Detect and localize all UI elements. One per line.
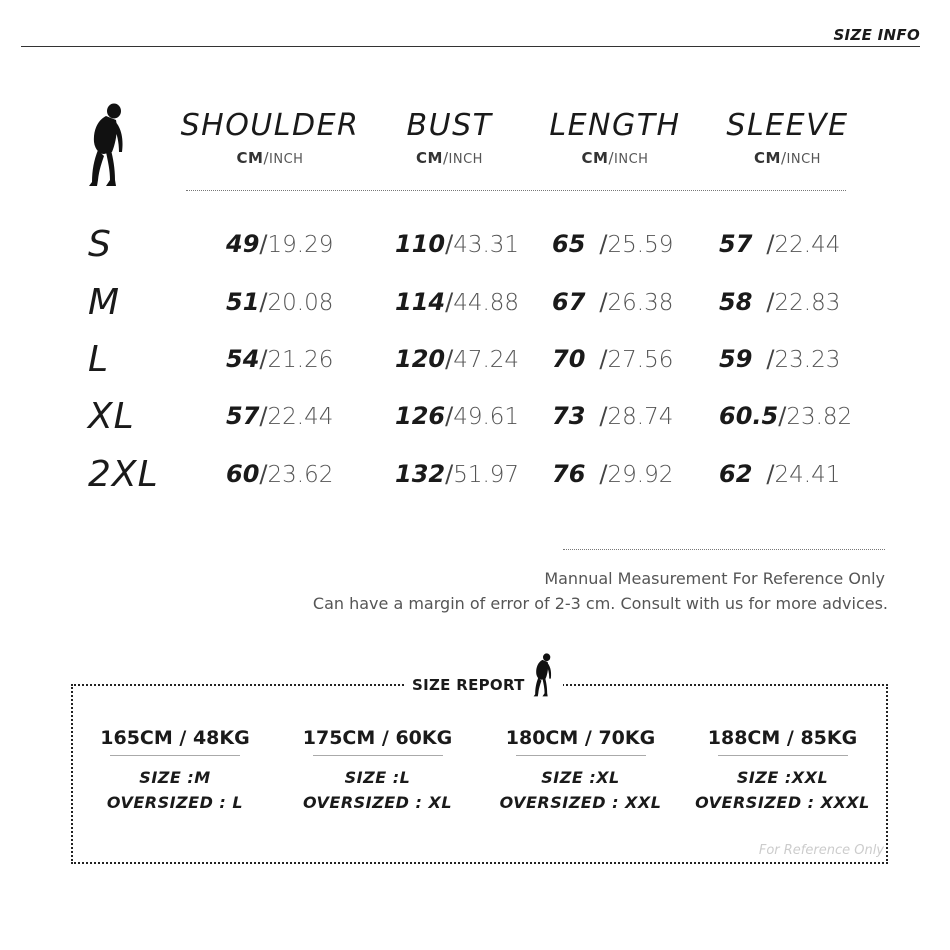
measurement-separator: / (766, 288, 775, 316)
column-title: BUST (406, 108, 493, 143)
measurement-cm: 67 (552, 288, 586, 316)
measurement-inch: 23.62 (267, 462, 334, 488)
size-label: L (88, 339, 110, 380)
measurement-cm: 49 (226, 230, 260, 258)
profile-height-weight: 180CM / 70KG (505, 727, 656, 749)
size-label: M (88, 282, 121, 323)
measurement-inch: 25.59 (607, 232, 674, 258)
measurement-cm: 57 (719, 230, 753, 258)
measurement-cell (552, 402, 673, 430)
measurement-separator: / (445, 230, 454, 258)
measurement-cm: 76 (552, 460, 586, 488)
measurement-separator: / (599, 460, 608, 488)
walking-ape-silhouette-icon (84, 102, 130, 188)
measurement-cm: 60 (226, 460, 260, 488)
measurement-cm: 54 (226, 345, 260, 373)
measurement-inch: 24.41 (774, 462, 841, 488)
column-header-shoulder (180, 108, 360, 167)
profile-oversized: OVERSIZED : XL (302, 793, 453, 812)
profile-card (690, 727, 875, 812)
measurement-inch: 21.26 (267, 347, 334, 373)
measurement-cell (552, 230, 673, 258)
measurement-separator: / (259, 460, 268, 488)
profile-divider (718, 755, 848, 756)
size-report-title: SIZE REPORT (412, 676, 525, 694)
profile-size: SIZE :XXL (736, 768, 829, 787)
measurement-separator: / (259, 288, 268, 316)
column-title: SHOULDER (180, 108, 360, 143)
measurement-inch: 26.38 (607, 290, 674, 316)
measurement-cm: 51 (226, 288, 260, 316)
measurement-cell (719, 460, 840, 488)
measurement-inch: 49.61 (453, 404, 520, 430)
profile-oversized: OVERSIZED : XXXL (695, 793, 870, 812)
profile-height-weight: 175CM / 60KG (302, 727, 453, 749)
size-report-heading (404, 672, 563, 698)
measurement-cell (552, 345, 673, 373)
profile-height-weight: 165CM / 48KG (100, 727, 250, 749)
measurement-cell (719, 230, 840, 258)
measurement-inch: 22.44 (774, 232, 841, 258)
measurement-separator: / (445, 460, 454, 488)
size-info-title: SIZE INFO (833, 26, 920, 44)
measurement-inch: 28.74 (607, 404, 674, 430)
measurement-separator: / (778, 402, 787, 430)
measurement-separator: / (259, 230, 268, 258)
measurement-cell (552, 460, 673, 488)
measurement-inch: 19.29 (267, 232, 334, 258)
profile-divider (516, 755, 646, 756)
measurement-inch: 22.83 (774, 290, 841, 316)
measurement-inch: 51.97 (453, 462, 520, 488)
measurement-cm: 126 (395, 402, 446, 430)
measurement-cell (395, 288, 519, 316)
profile-card (493, 727, 668, 812)
walking-ape-silhouette-icon (531, 672, 555, 698)
reference-only-footnote: For Reference Only (758, 843, 884, 858)
measurement-cell (395, 345, 519, 373)
size-label: XL (88, 396, 135, 437)
measurement-cm: 59 (719, 345, 753, 373)
column-unit: CM/INCH (581, 149, 649, 167)
profile-size: SIZE :L (344, 768, 411, 787)
profile-size: SIZE :XL (541, 768, 620, 787)
measurement-separator: / (599, 345, 608, 373)
measurement-separator: / (766, 460, 775, 488)
notes-dotted-divider (563, 549, 885, 550)
measurement-cell (395, 230, 519, 258)
header-dotted-divider (186, 190, 846, 191)
measurement-separator: / (766, 345, 775, 373)
measurement-cm: 114 (395, 288, 446, 316)
measurement-cm: 58 (719, 288, 753, 316)
measurement-cell (226, 402, 333, 430)
measurement-cm: 70 (552, 345, 586, 373)
measurement-inch: 47.24 (453, 347, 520, 373)
measurement-note: Mannual Measurement For Reference Only (544, 569, 885, 588)
profile-card (295, 727, 460, 812)
profile-height-weight: 188CM / 85KG (707, 727, 858, 749)
measurement-cm: 120 (395, 345, 446, 373)
measurement-inch: 22.44 (267, 404, 334, 430)
profile-oversized: OVERSIZED : XXL (499, 793, 662, 812)
measurement-inch: 43.31 (453, 232, 520, 258)
column-title: LENGTH (549, 108, 681, 143)
measurement-cm: 65 (552, 230, 586, 258)
measurement-cell (226, 460, 333, 488)
profile-size: SIZE :M (139, 768, 211, 787)
measurement-separator: / (445, 402, 454, 430)
measurement-inch: 20.08 (267, 290, 334, 316)
size-label: S (88, 224, 112, 265)
profile-divider (313, 755, 443, 756)
column-title: SLEEVE (726, 108, 849, 143)
column-header-sleeve (715, 108, 860, 167)
measurement-cm: 60.5 (719, 402, 779, 430)
measurement-separator: / (599, 230, 608, 258)
measurement-cell (719, 345, 840, 373)
measurement-separator: / (599, 288, 608, 316)
measurement-cm: 73 (552, 402, 586, 430)
measurement-separator: / (445, 345, 454, 373)
measurement-cell (395, 460, 519, 488)
measurement-cell (719, 288, 840, 316)
measurement-cell (226, 288, 333, 316)
measurement-cell (719, 402, 852, 430)
measurement-separator: / (445, 288, 454, 316)
measurement-cell (552, 288, 673, 316)
measurement-inch: 27.56 (607, 347, 674, 373)
measurement-cm: 62 (719, 460, 753, 488)
measurement-inch: 29.92 (607, 462, 674, 488)
column-unit: CM/INCH (416, 149, 483, 167)
measurement-separator: / (766, 230, 775, 258)
column-unit: CM/INCH (236, 149, 304, 167)
measurement-cm: 57 (226, 402, 260, 430)
measurement-separator: / (599, 402, 608, 430)
margin-note: Can have a margin of error of 2-3 cm. Consult with us for more advices. (312, 594, 888, 613)
measurement-cell (395, 402, 519, 430)
measurement-cell (226, 230, 333, 258)
size-label: 2XL (88, 454, 159, 495)
measurement-cm: 110 (395, 230, 446, 258)
measurement-inch: 23.82 (786, 404, 853, 430)
profile-oversized: OVERSIZED : L (106, 793, 244, 812)
column-header-length (540, 108, 690, 167)
measurement-inch: 44.88 (453, 290, 520, 316)
profile-card (95, 727, 255, 812)
measurement-cm: 132 (395, 460, 446, 488)
column-header-bust (372, 108, 527, 167)
profile-divider (110, 755, 240, 756)
header-divider (21, 46, 920, 47)
measurement-inch: 23.23 (774, 347, 841, 373)
measurement-separator: / (259, 345, 268, 373)
measurement-cell (226, 345, 333, 373)
column-unit: CM/INCH (754, 149, 821, 167)
measurement-separator: / (259, 402, 268, 430)
